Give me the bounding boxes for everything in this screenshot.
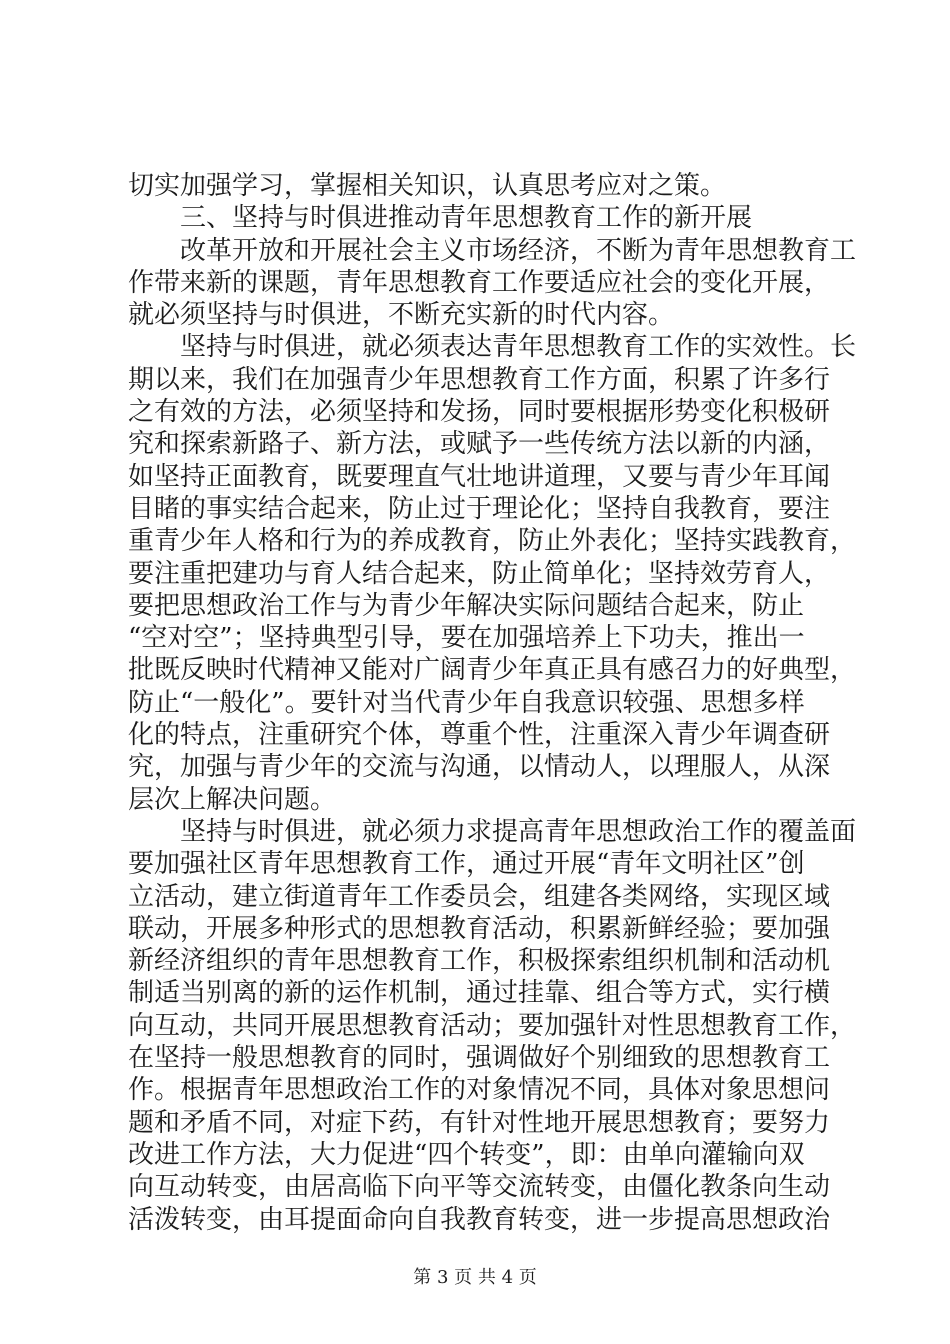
text-line-15: “空对空”；坚持典型引导，要在加强培养上下功夫，推出一 — [128, 623, 805, 654]
text-line-30: 题和矛盾不同，对症下药，有针对性地开展思想教育；要努力 — [128, 1107, 831, 1138]
text-line-10: 如坚持正面教育，既要理直气壮地讲道理，又要与青少年耳闻 — [128, 461, 831, 492]
text-line-12: 重青少年人格和行为的养成教育，防止外表化；坚持实践教育， — [128, 526, 857, 557]
text-line-28: 在坚持一般思想教育的同时，强调做好个别细致的思想教育工 — [128, 1043, 831, 1074]
text-line-25: 新经济组织的青年思想教育工作，积极探索组织机制和活动机 — [128, 946, 831, 977]
text-line-29: 作。根据青年思想政治工作的对象情况不同，具体对象思想问 — [128, 1075, 831, 1106]
text-line-17: 防止“一般化”。要针对当代青少年自我意识较强、思想多样 — [128, 687, 805, 718]
text-line-7: 期以来，我们在加强青少年思想教育工作方面，积累了许多行 — [128, 364, 831, 395]
text-line-13: 要注重把建功与育人结合起来，防止简单化；坚持效劳育人， — [128, 558, 831, 589]
text-line-22: 要加强社区青年思想教育工作，通过开展“青年文明社区”创 — [128, 849, 805, 880]
text-line-6: 坚持与时俱进，就必须表达青年思想教育工作的实效性。长 — [180, 332, 857, 363]
text-line-11: 目睹的事实结合起来，防止过于理论化；坚持自我教育，要注 — [128, 493, 831, 524]
text-line-9: 究和探索新路子、新方法，或赋予一些传统方法以新的内涵， — [128, 429, 831, 460]
text-line-21: 坚持与时俱进，就必须力求提高青年思想政治工作的覆盖面 — [180, 816, 857, 847]
text-line-31: 改进工作方法，大力促进“四个转变”，即：由单向灌输向双 — [128, 1139, 805, 1170]
text-line-19: 究，加强与青少年的交流与沟通，以情动人，以理服人，从深 — [128, 752, 831, 783]
text-line-18: 化的特点，注重研究个体，尊重个性，注重深入青少年调查研 — [128, 720, 831, 751]
text-line-16: 批既反映时代精神又能对广阔青少年真正具有感召力的好典型， — [128, 655, 857, 686]
body-text — [128, 170, 857, 1236]
text-line-4: 作带来新的课题，青年思想教育工作要适应社会的变化开展， — [128, 267, 831, 298]
text-line-32: 向互动转变，由居高临下向平等交流转变，由僵化教条向生动 — [128, 1172, 831, 1203]
section-heading: 三、坚持与时俱进推动青年思想教育工作的新开展 — [180, 203, 753, 234]
text-line-1: 切实加强学习，掌握相关知识，认真思考应对之策。 — [128, 171, 727, 201]
text-line-8: 之有效的方法，必须坚持和发扬，同时要根据形势变化积极研 — [128, 397, 831, 428]
page-number-footer: 第 3 页 共 4 页 — [413, 1267, 537, 1288]
text-line-3: 改革开放和开展社会主义市场经济，不断为青年思想教育工 — [180, 235, 857, 266]
text-line-23: 立活动，建立街道青年工作委员会，组建各类网络，实现区域 — [128, 881, 831, 912]
text-line-26: 制适当别离的新的运作机制，通过挂靠、组合等方式，实行横 — [128, 978, 831, 1009]
text-line-14: 要把思想政治工作与为青少年解决实际问题结合起来，防止 — [128, 590, 805, 621]
text-line-33: 活泼转变，由耳提面命向自我教育转变，进一步提高思想政治 — [128, 1204, 831, 1235]
text-line-20: 层次上解决问题。 — [128, 784, 337, 815]
text-line-24: 联动，开展多种形式的思想教育活动，积累新鲜经验；要加强 — [128, 913, 831, 944]
text-line-5: 就必须坚持与时俱进，不断充实新的时代内容。 — [128, 300, 675, 331]
text-line-27: 向互动，共同开展思想教育活动；要加强针对性思想教育工作， — [128, 1010, 857, 1041]
